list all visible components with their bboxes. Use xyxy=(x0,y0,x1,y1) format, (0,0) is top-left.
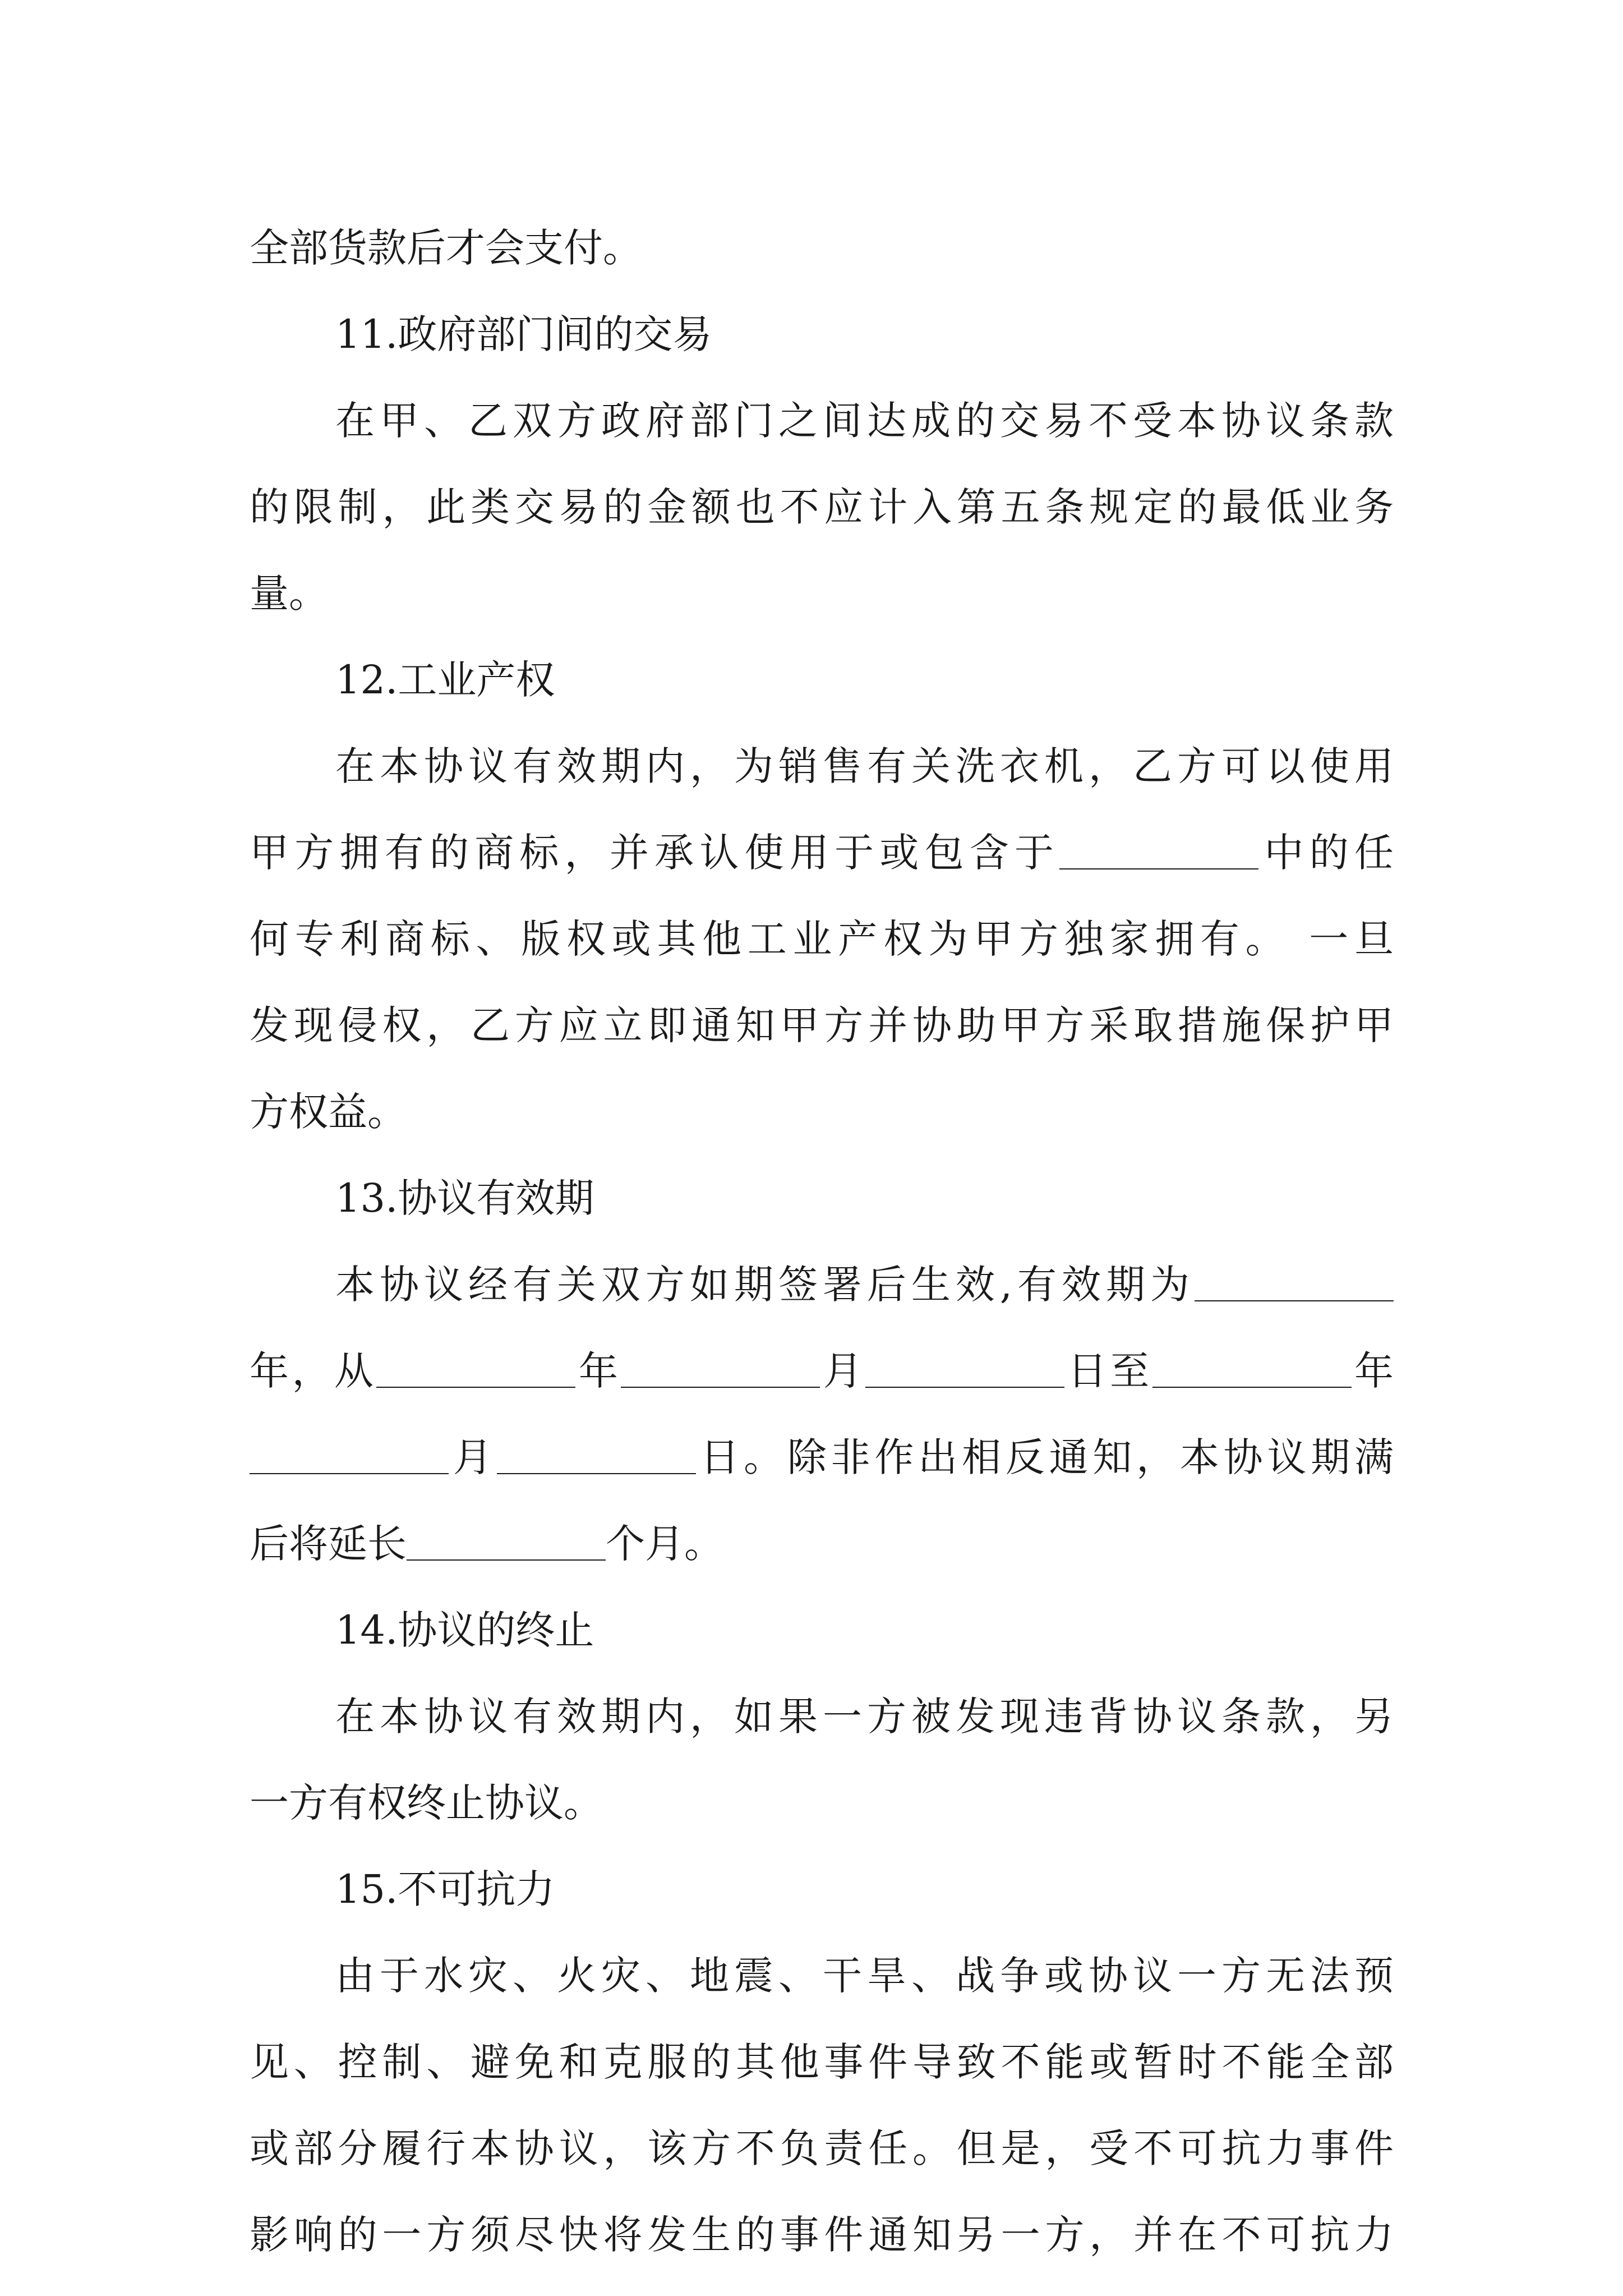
fill-in-blank[interactable] xyxy=(865,1347,1064,1388)
text-segment: 日。除非作出相反通知，本协议期满 xyxy=(695,1434,1394,1480)
paragraph-line: 的限制，此类交易的金额也不应计入第五条规定的最低业务 xyxy=(250,484,1394,530)
section-heading-12: 12.工业产权 xyxy=(335,657,555,703)
paragraph-line xyxy=(250,1501,1394,1587)
text-segment: 月 xyxy=(820,1348,866,1394)
fill-in-blank[interactable] xyxy=(497,1434,696,1474)
paragraph-line: 在本协议有效期内，如果一方被发现违背协议条款，另 xyxy=(335,1694,1394,1740)
paragraph-line: 由于水灾、火灾、地震、干旱、战争或协议一方无法预 xyxy=(335,1953,1394,1999)
paragraph-line: 或部分履行本协议，该方不负责任。但是，受不可抗力事件 xyxy=(250,2125,1394,2171)
fill-in-blank[interactable] xyxy=(1059,829,1258,869)
paragraph-line xyxy=(250,1241,1394,1328)
text-segment: 月 xyxy=(449,1434,497,1480)
text-segment: 中的任 xyxy=(1258,830,1394,876)
text-segment: 年，从 xyxy=(250,1348,377,1394)
paragraph-line: 量。 xyxy=(250,570,328,616)
paragraph-line: 见、控制、避免和克服的其他事件导致不能或暂时不能全部 xyxy=(250,2039,1394,2085)
fill-in-blank[interactable] xyxy=(1195,1261,1394,1301)
text-segment: 年 xyxy=(575,1348,621,1394)
fill-in-blank[interactable] xyxy=(621,1347,820,1388)
document-body xyxy=(250,205,1394,2278)
paragraph-line xyxy=(250,1328,1394,1414)
text-segment: 日至 xyxy=(1064,1348,1152,1394)
text-segment: 本协议经有关双方如期签署后生效,有效期为 xyxy=(335,1262,1195,1308)
fill-in-blank[interactable] xyxy=(376,1347,575,1388)
paragraph-line: 方权益。 xyxy=(250,1089,407,1135)
paragraph-line: 在本协议有效期内，为销售有关洗衣机，乙方可以使用 xyxy=(335,743,1394,789)
paragraph-line: 全部货款后才会支付。 xyxy=(250,225,642,271)
text-segment: 甲方拥有的商标，并承认使用于或包含于 xyxy=(250,830,1060,876)
paragraph-line: 发现侵权，乙方应立即通知甲方并协助甲方采取措施保护甲 xyxy=(250,1002,1394,1048)
paragraph-line: 何专利商标、版权或其他工业产权为甲方独家拥有。 一旦 xyxy=(250,916,1394,962)
text-segment: 后将延长 xyxy=(250,1521,407,1567)
text-segment: 个月。 xyxy=(606,1521,723,1567)
paragraph-line xyxy=(250,809,1394,896)
section-heading-15: 15.不可抗力 xyxy=(335,1866,555,1912)
text-segment: 年 xyxy=(1351,1348,1394,1394)
paragraph-line: 在甲、乙双方政府部门之间达成的交易不受本协议条款 xyxy=(335,398,1394,444)
section-heading-14: 14.协议的终止 xyxy=(335,1607,594,1653)
fill-in-blank[interactable] xyxy=(250,1434,449,1474)
paragraph-line: 影响的一方须尽快将发生的事件通知另一方，并在不可抗力 xyxy=(250,2212,1394,2258)
fill-in-blank[interactable] xyxy=(407,1520,606,1561)
section-heading-11: 11.政府部门间的交易 xyxy=(335,311,712,357)
section-heading-13: 13.协议有效期 xyxy=(335,1175,594,1221)
paragraph-line xyxy=(250,1414,1394,1501)
paragraph-line: 一方有权终止协议。 xyxy=(250,1780,603,1826)
fill-in-blank[interactable] xyxy=(1152,1347,1352,1388)
